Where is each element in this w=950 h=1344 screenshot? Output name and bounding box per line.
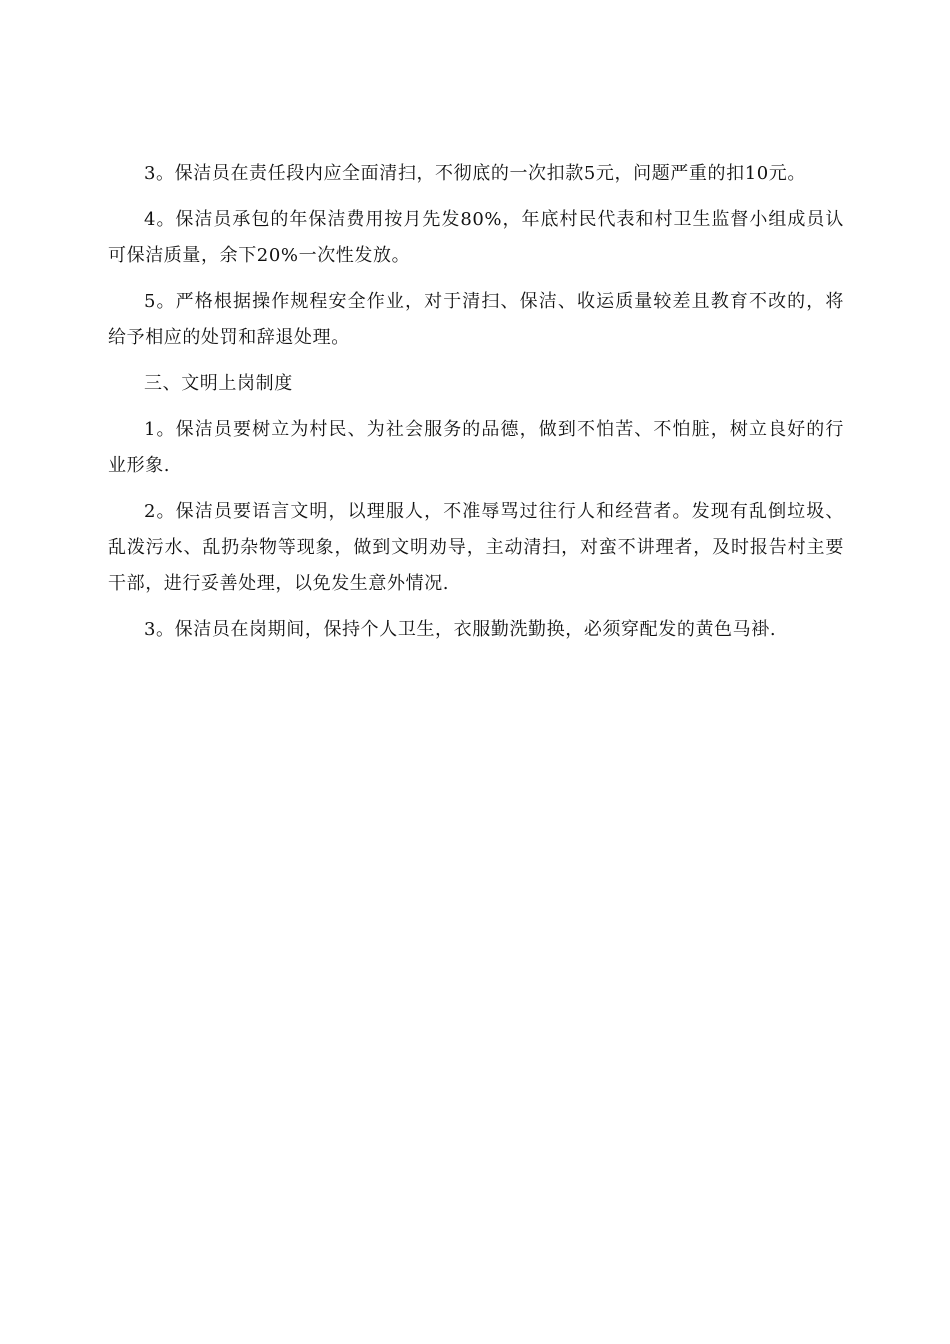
section-heading: 三、文明上岗制度 xyxy=(144,373,293,394)
document-body xyxy=(108,156,844,658)
paragraph-civility-3: 3。保洁员在岗期间，保持个人卫生，衣服勤洗勤换，必须穿配发的黄色马褂. xyxy=(144,619,777,640)
paragraph-civility-2: 2。保洁员要语言文明，以理服人，不准辱骂过往行人和经营者。发现有乱倒垃圾、乱泼污水、乱扔杂物等现象，做到文明劝导，主动清扫，对蛮不讲理者，及时报告村主要干部，进行妥善处理，以免发生意外情况. xyxy=(108,501,844,594)
paragraph-civility-1: 1。保洁员要树立为村民、为社会服务的品德，做到不怕苦、不怕脏，树立良好的行业形象. xyxy=(108,419,844,476)
paragraph-item-5-safety: 5。严格根据操作规程安全作业，对于清扫、保洁、收运质量较差且教育不改的，将给予相应的处罚和辞退处理。 xyxy=(108,291,844,348)
paragraph-item-3-deduction: 3。保洁员在责任段内应全面清扫，不彻底的一次扣款5元，问题严重的扣10元。 xyxy=(144,163,807,184)
paragraph-item-4-payment: 4。保洁员承包的年保洁费用按月先发80%，年底村民代表和村卫生监督小组成员认可保洁质量，余下20%一次性发放。 xyxy=(108,209,844,266)
